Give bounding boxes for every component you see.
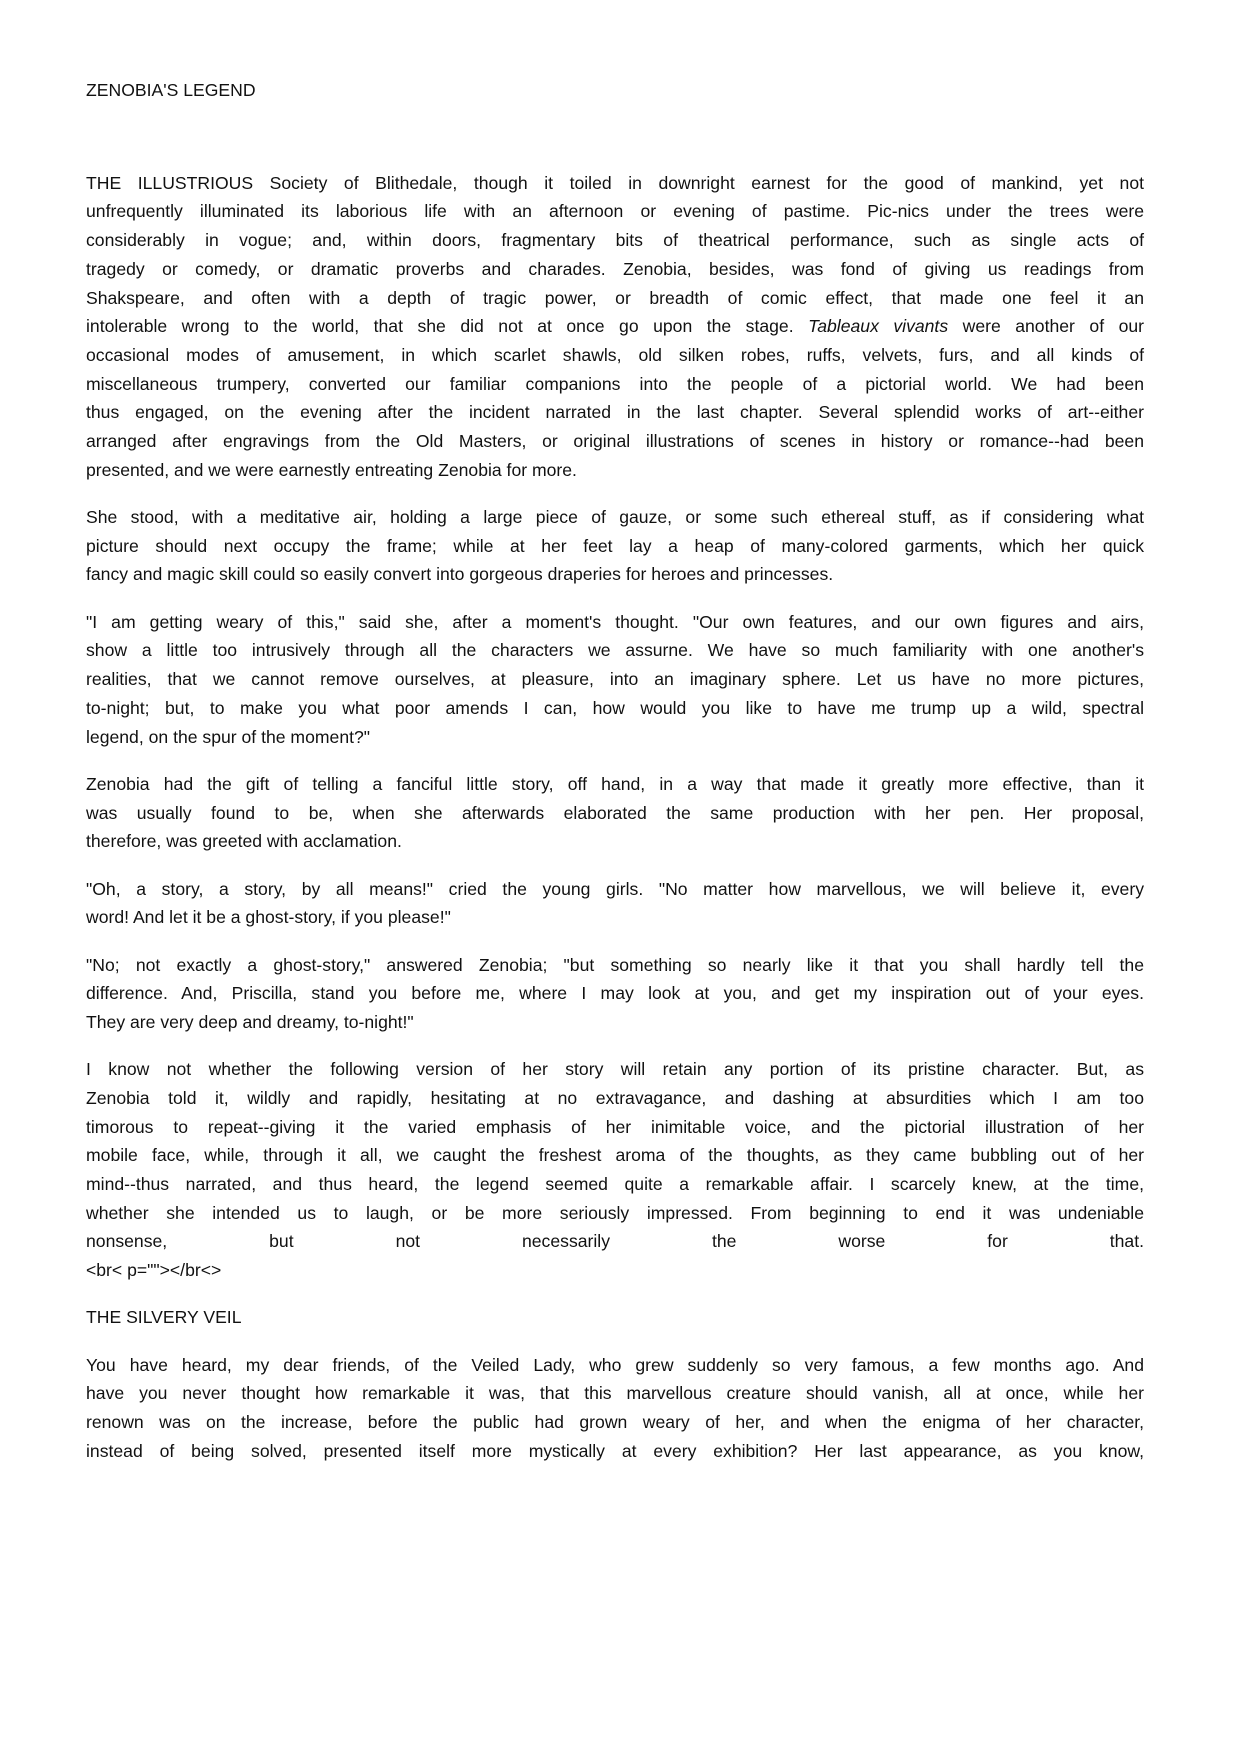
- paragraph: [86, 503, 1144, 589]
- document-page: [86, 76, 1144, 1484]
- paragraph: [86, 1055, 1144, 1285]
- text-line: was usually found to be, when she afterwards elaborated the same production with her pen. Her proposal,: [86, 802, 1144, 823]
- chapter-title: ZENOBIA'S LEGEND: [86, 80, 256, 100]
- text-line: mind--thus narrated, and thus heard, the legend seemed quite a remarkable affair. I scarcely knew, at the time,: [86, 1174, 1144, 1195]
- text-line: "No; not exactly a ghost-story," answered Zenobia; "but something so nearly like it that you shall hardly tell the: [86, 954, 1144, 975]
- paragraph: [86, 770, 1144, 856]
- text-line: show a little too intrusively through all the characters we assurne. We have so much familiarity with one another's: [86, 640, 1144, 661]
- text-line: timorous to repeat--giving it the varied emphasis of her inimitable voice, and the pictorial illustration of her: [86, 1116, 1144, 1137]
- text-line: "I am getting weary of this," said she, after a moment's thought. "Our own features, and our own figures and airs,: [86, 611, 1144, 632]
- text-line: Zenobia had the gift of telling a fanciful little story, off hand, in a way that made it greatly more effective, than it: [86, 773, 1144, 794]
- text-line: I know not whether the following version of her story will retain any portion of its pristine character. But, as: [86, 1059, 1144, 1080]
- italic-phrase: Tableaux vivants: [808, 316, 949, 337]
- text-line: occasional modes of amusement, in which scarlet shawls, old silken robes, ruffs, velvets, furs, and all kinds of: [86, 344, 1144, 365]
- text-line: presented, and we were earnestly entreating Zenobia for more.: [86, 459, 577, 480]
- paragraph: [86, 951, 1144, 1037]
- text-line: They are very deep and dreamy, to-night!": [86, 1011, 414, 1032]
- paragraph: [86, 608, 1144, 752]
- text-line: You have heard, my dear friends, of the Veiled Lady, who grew suddenly so very famous, a few months ago. And: [86, 1354, 1144, 1375]
- text-line: arranged after engravings from the Old Masters, or original illustrations of scenes in history or romance--had been: [86, 431, 1144, 452]
- text-line: Zenobia told it, wildly and rapidly, hesitating at no extravagance, and dashing at absurdities which I am too: [86, 1087, 1144, 1108]
- text-line: therefore, was greeted with acclamation.: [86, 831, 402, 852]
- paragraph: [86, 169, 1144, 485]
- text-line: nonsense, but not necessarily the worse for that.: [86, 1231, 1144, 1252]
- text-line: legend, on the spur of the moment?": [86, 726, 371, 747]
- text-line: <br< p=""></br<>: [86, 1260, 222, 1281]
- text-line: word! And let it be a ghost-story, if you please!": [86, 907, 451, 928]
- text-line: mobile face, while, through it all, we caught the freshest aroma of the thoughts, as they came bubbling out of her: [86, 1145, 1144, 1166]
- text-line: She stood, with a meditative air, holding a large piece of gauze, or some such ethereal stuff, as if considering what: [86, 507, 1144, 528]
- text-line: picture should next occupy the frame; while at her feet lay a heap of many-colored garments, which her quick: [86, 535, 1144, 556]
- text-line: "Oh, a story, a story, by all means!" cried the young girls. "No matter how marvellous, we will believe it, every: [86, 878, 1144, 899]
- text-line: thus engaged, on the evening after the incident narrated in the last chapter. Several splendid works of art--either: [86, 402, 1144, 423]
- text-line: realities, that we cannot remove ourselves, at pleasure, into an imaginary sphere. Let us have no more pictures,: [86, 669, 1144, 690]
- text-line: Shakspeare, and often with a depth of tragic power, or breadth of comic effect, that made one feel it an: [86, 287, 1144, 308]
- paragraph: [86, 1351, 1144, 1466]
- text-line: renown was on the increase, before the public had grown weary of her, and when the enigma of her character,: [86, 1412, 1144, 1433]
- text-line: instead of being solved, presented itself more mystically at every exhibition? Her last appearance, as you know,: [86, 1440, 1144, 1461]
- document-body: [86, 169, 1144, 1466]
- text-line: fancy and magic skill could so easily convert into gorgeous draperies for heroes and princesses.: [86, 564, 834, 585]
- text-line: THE SILVERY VEIL: [86, 1307, 242, 1328]
- text-line: whether she intended us to laugh, or be more seriously impressed. From beginning to end it was undeniable: [86, 1202, 1144, 1223]
- text-line: intolerable wrong to the world, that she did not at once go upon the stage. Tableaux vivants were another of our: [86, 316, 1144, 337]
- text-line: have you never thought how remarkable it was, that this marvellous creature should vanish, all at once, while her: [86, 1383, 1144, 1404]
- paragraph: [86, 875, 1144, 932]
- text-line: to-night; but, to make you what poor amends I can, how would you like to have me trump up a wild, spectral: [86, 697, 1144, 718]
- text-line: THE ILLUSTRIOUS Society of Blithedale, though it toiled in downright earnest for the good of mankind, yet not: [86, 172, 1144, 193]
- text-line: tragedy or comedy, or dramatic proverbs and charades. Zenobia, besides, was fond of giving us readings from: [86, 258, 1144, 279]
- text-line: considerably in vogue; and, within doors, fragmentary bits of theatrical performance, such as single acts of: [86, 230, 1144, 251]
- text-line: difference. And, Priscilla, stand you before me, where I may look at you, and get my inspiration out of your eyes.: [86, 983, 1144, 1004]
- text-line: miscellaneous trumpery, converted our familiar companions into the people of a pictorial world. We had been: [86, 373, 1144, 394]
- text-line: unfrequently illuminated its laborious life with an afternoon or evening of pastime. Pic-nics under the trees were: [86, 201, 1144, 222]
- section-heading: [86, 1303, 1144, 1332]
